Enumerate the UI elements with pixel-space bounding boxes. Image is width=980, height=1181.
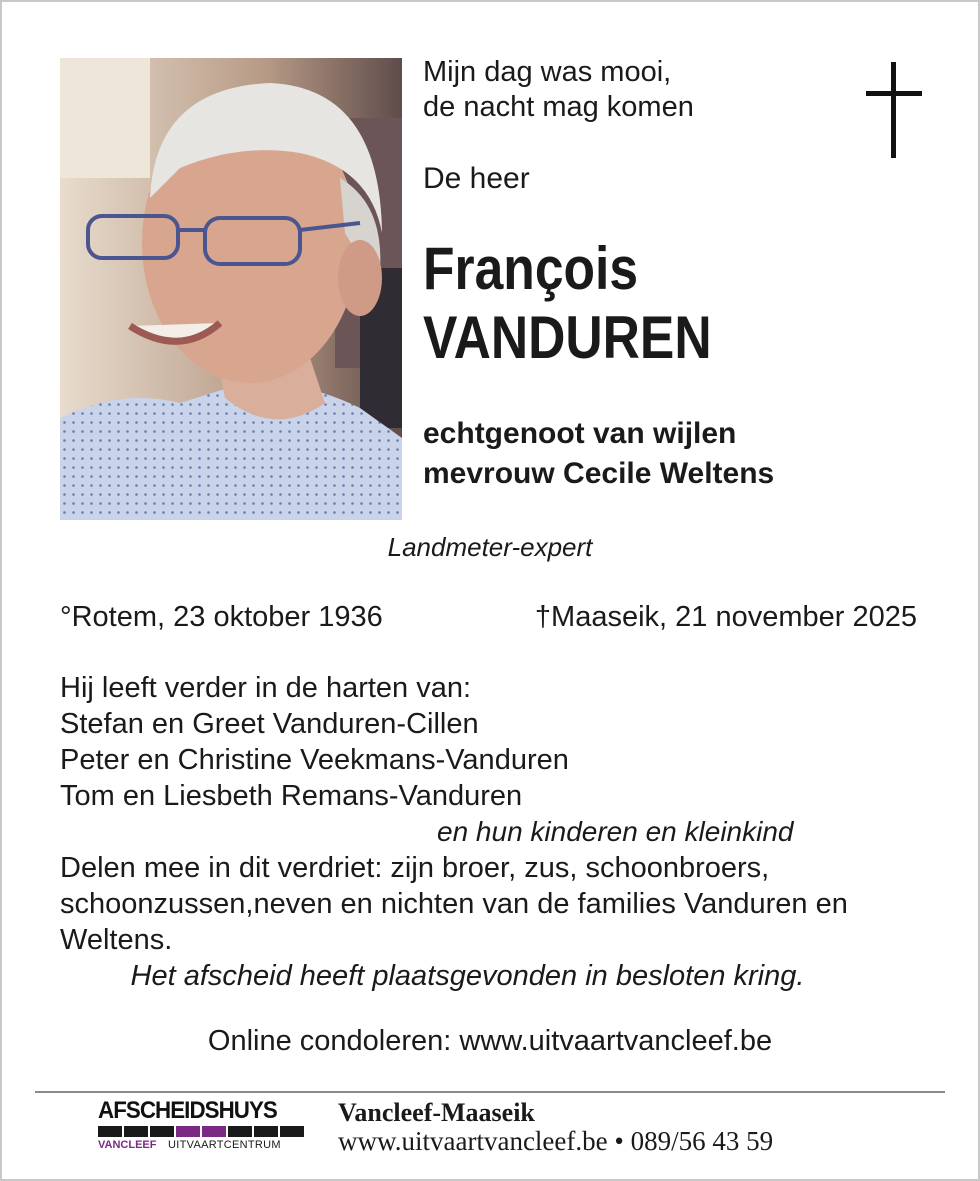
online-condolence[interactable]: Online condoleren: www.uitvaartvancleef.be: [207, 1025, 773, 1057]
logo-sub-right: UITVAARTCENTRUM: [168, 1139, 281, 1151]
spouse-line-2: mevrouw Cecile Weltens: [423, 457, 775, 490]
logo-subtitle: [98, 1138, 308, 1153]
logo-title: AFSCHEIDSHUYS: [98, 1097, 277, 1124]
footer-divider: [35, 1091, 945, 1093]
funeral-home-contact[interactable]: www.uitvaartvancleef.be • 089/56 43 59: [338, 1126, 774, 1156]
grandchildren-line: en hun kinderen en kleinkind: [437, 816, 794, 847]
death-date: †Maaseik, 21 november 2025: [534, 601, 917, 633]
logo-bar: [98, 1126, 304, 1137]
family-section: [60, 670, 920, 994]
poem: [423, 55, 694, 125]
poem-line-2: de nacht mag komen: [423, 91, 694, 123]
farewell-note: Het afscheid heeft plaatsgevonden in besloten kring.: [130, 960, 805, 992]
spouse-line-1: echtgenoot van wijlen: [423, 417, 737, 450]
first-name: François: [423, 235, 639, 302]
spouse-info: [423, 414, 774, 494]
funeral-home-name: Vancleef-Maaseik: [338, 1098, 535, 1127]
last-name: VANDUREN: [423, 304, 712, 371]
profession: Landmeter-expert: [387, 532, 593, 562]
family-member: Peter en Christine Veekmans-Vanduren: [60, 744, 569, 776]
family-member: Tom en Liesbeth Remans-Vanduren: [60, 780, 523, 812]
poem-line-1: Mijn dag was mooi,: [423, 56, 672, 88]
logo-sub-left: VANCLEEF: [98, 1139, 157, 1151]
birth-date: °Rotem, 23 oktober 1936: [60, 601, 383, 633]
deceased-name: [423, 234, 712, 372]
cross-icon: [866, 62, 922, 158]
family-member: Stefan en Greet Vanduren-Cillen: [60, 708, 479, 740]
funeral-home-logo: [98, 1098, 308, 1160]
salutation: De heer: [423, 162, 530, 195]
family-intro: Hij leeft verder in de harten van:: [60, 672, 472, 704]
portrait-photo: [60, 58, 402, 520]
shared-grief: Delen mee in dit verdriet: zijn broer, zus, schoonbroers, schoonzussen,neven en nichten van de families Vanduren en Weltens.: [60, 852, 848, 956]
